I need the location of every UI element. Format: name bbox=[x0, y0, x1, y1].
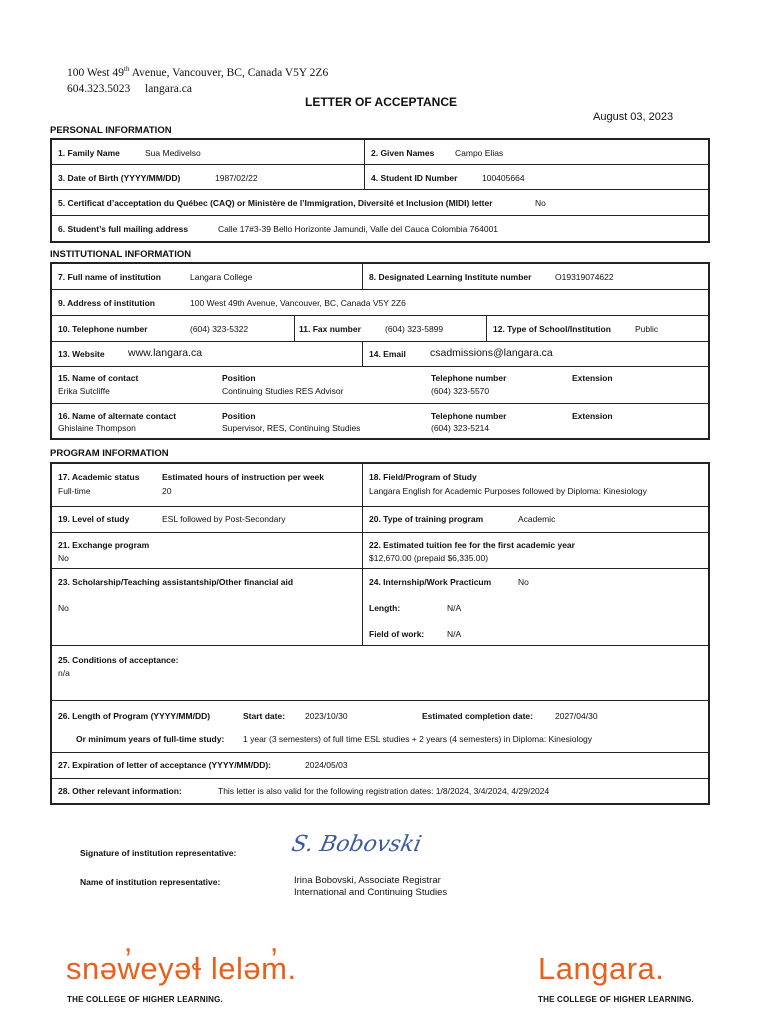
given-names-label: 2. Given Names bbox=[371, 148, 435, 158]
exchange-program-value: No bbox=[58, 553, 69, 563]
divider bbox=[50, 532, 710, 533]
address-part: 100 West 49 bbox=[67, 66, 125, 79]
divider bbox=[486, 315, 487, 341]
dob-label: 3. Date of Birth (YYYY/MM/DD) bbox=[58, 173, 181, 183]
divider bbox=[50, 366, 710, 367]
representative-name-label: Name of institution representative: bbox=[80, 877, 221, 887]
website-link[interactable]: www.langara.ca bbox=[128, 347, 203, 359]
expiration-label: 27. Expiration of letter of acceptance (YYYY/MM/DD): bbox=[58, 760, 272, 770]
divider bbox=[362, 341, 363, 366]
divider bbox=[362, 462, 363, 645]
other-info-value: This letter is also valid for the following registration dates: 1/8/2024, 3/4/2024, 4/29/2024 bbox=[218, 786, 550, 796]
divider bbox=[50, 315, 710, 316]
college-logo-indigenous: snəw̓eyəɬ leləm̓. bbox=[66, 951, 297, 986]
alternate-contact-label: 16. Name of alternate contact bbox=[58, 411, 177, 421]
min-years-label: Or minimum years of full-time study: bbox=[76, 734, 225, 744]
dli-label: 8. Designated Learning Institute number bbox=[369, 272, 532, 282]
letterhead-site: langara.ca bbox=[145, 83, 192, 95]
institution-name-value: Langara College bbox=[190, 272, 253, 282]
conditions-label: 25. Conditions of acceptance: bbox=[58, 655, 179, 665]
financial-aid-value: No bbox=[58, 603, 69, 613]
length-value: N/A bbox=[447, 603, 462, 613]
divider bbox=[50, 341, 710, 342]
training-type-label: 20. Type of training program bbox=[369, 514, 484, 524]
contact-phone-value: (604) 323-5570 bbox=[431, 386, 490, 396]
fax-label: 11. Fax number bbox=[299, 324, 361, 334]
alternate-position-label: Position bbox=[222, 411, 256, 421]
alternate-position-value: Supervisor, RES, Continuing Studies bbox=[222, 423, 361, 433]
academic-status-value: Full-time bbox=[58, 486, 91, 496]
tagline-left: THE COLLEGE OF HIGHER LEARNING. bbox=[67, 995, 223, 1004]
tagline-right: THE COLLEGE OF HIGHER LEARNING. bbox=[538, 995, 694, 1004]
divider bbox=[50, 645, 710, 646]
signature-image: S. Bobovski bbox=[289, 832, 424, 857]
letterhead-address bbox=[67, 65, 328, 79]
field-of-work-value: N/A bbox=[447, 629, 462, 639]
telephone-value: (604) 323-5322 bbox=[190, 324, 249, 334]
alternate-phone-value: (604) 323-5214 bbox=[431, 423, 490, 433]
program-length-label: 26. Length of Program (YYYY/MM/DD) bbox=[58, 711, 211, 721]
divider bbox=[294, 315, 295, 341]
email-link[interactable]: csadmissions@langara.ca bbox=[430, 347, 553, 359]
other-info-label: 28. Other relevant information: bbox=[58, 786, 182, 796]
divider bbox=[50, 289, 710, 290]
contact-name-value: Erika Sutcliffe bbox=[58, 386, 110, 396]
hours-value: 20 bbox=[162, 486, 172, 496]
divider bbox=[50, 568, 710, 569]
completion-date-label: Estimated completion date: bbox=[422, 711, 533, 721]
tuition-label: 22. Estimated tuition fee for the first academic year bbox=[369, 540, 575, 550]
section-heading-institutional: INSTITUTIONAL INFORMATION bbox=[50, 249, 192, 260]
financial-aid-label: 23. Scholarship/Teaching assistantship/Other financial aid bbox=[58, 577, 294, 587]
conditions-value: n/a bbox=[58, 668, 70, 678]
email-label: 14. Email bbox=[369, 349, 406, 359]
start-date-label: Start date: bbox=[243, 711, 286, 721]
divider bbox=[364, 138, 365, 189]
telephone-label: 10. Telephone number bbox=[58, 324, 148, 334]
min-years-value: 1 year (3 semesters) of full time ESL studies + 2 years (4 semesters) in Diploma: Kinesiology bbox=[243, 734, 593, 744]
caq-value: No bbox=[535, 198, 546, 208]
institution-type-value: Public bbox=[635, 324, 659, 334]
contact-phone-label: Telephone number bbox=[431, 373, 507, 383]
alternate-phone-label: Telephone number bbox=[431, 411, 507, 421]
signature-label: Signature of institution representative: bbox=[80, 848, 237, 858]
completion-date-value: 2027/04/30 bbox=[555, 711, 598, 721]
website-label: 13. Website bbox=[58, 349, 105, 359]
representative-department: International and Continuing Studies bbox=[294, 887, 448, 898]
academic-status-label: 17. Academic status bbox=[58, 472, 140, 482]
mailing-address-label: 6. Student’s full mailing address bbox=[58, 224, 189, 234]
hours-label: Estimated hours of instruction per week bbox=[162, 472, 325, 482]
representative-name: Irina Bobovski, Associate Registrar bbox=[294, 875, 441, 886]
section-heading-personal: PERSONAL INFORMATION bbox=[50, 125, 172, 136]
institution-name-label: 7. Full name of institution bbox=[58, 272, 161, 282]
divider bbox=[50, 164, 710, 165]
institution-address-label: 9. Address of institution bbox=[58, 298, 155, 308]
training-type-value: Academic bbox=[518, 514, 556, 524]
level-of-study-value: ESL followed by Post-Secondary bbox=[162, 514, 286, 524]
exchange-program-label: 21. Exchange program bbox=[58, 540, 150, 550]
divider bbox=[50, 215, 710, 216]
page-title: LETTER OF ACCEPTANCE bbox=[305, 95, 457, 109]
divider bbox=[50, 506, 710, 507]
address-part: Avenue, Vancouver, BC, Canada V5Y 2Z6 bbox=[129, 66, 329, 79]
divider bbox=[50, 778, 710, 779]
divider bbox=[50, 189, 710, 190]
family-name-label: 1. Family Name bbox=[58, 148, 120, 158]
internship-label: 24. Internship/Work Practicum bbox=[369, 577, 492, 587]
alternate-contact-value: Ghislaine Thompson bbox=[58, 423, 136, 433]
contact-extension-label: Extension bbox=[572, 373, 613, 383]
field-of-study-value: Langara English for Academic Purposes followed by Diploma: Kinesiology bbox=[369, 486, 647, 496]
institution-address-value: 100 West 49th Avenue, Vancouver, BC, Canada V5Y 2Z6 bbox=[190, 298, 406, 308]
divider bbox=[362, 262, 363, 289]
field-of-study-label: 18. Field/Program of Study bbox=[369, 472, 477, 482]
level-of-study-label: 19. Level of study bbox=[58, 514, 130, 524]
contact-name-label: 15. Name of contact bbox=[58, 373, 139, 383]
student-id-value: 100405664 bbox=[482, 173, 525, 183]
dli-value: O19319074622 bbox=[555, 272, 614, 282]
family-name-value: Sua Medivelso bbox=[145, 148, 201, 158]
section-heading-program: PROGRAM INFORMATION bbox=[50, 448, 169, 459]
college-logo-langara: Langara. bbox=[538, 951, 665, 986]
given-names-value: Campo Elias bbox=[455, 148, 504, 158]
fax-value: (604) 323-5899 bbox=[385, 324, 444, 334]
field-of-work-label: Field of work: bbox=[369, 629, 425, 639]
caq-label: 5. Certificat d’acceptation du Québec (CAQ) or Ministère de l’Immigration, Diversité et Inclusion (MIDI) letter bbox=[58, 198, 493, 208]
student-id-label: 4. Student ID Number bbox=[371, 173, 458, 183]
contact-position-value: Continuing Studies RES Advisor bbox=[222, 386, 344, 396]
dob-value: 1987/02/22 bbox=[215, 173, 258, 183]
start-date-value: 2023/10/30 bbox=[305, 711, 348, 721]
divider bbox=[50, 403, 710, 404]
institution-type-label: 12. Type of School/Institution bbox=[493, 324, 611, 334]
letterhead-phone: 604.323.5023 bbox=[67, 83, 131, 95]
mailing-address-value: Calle 17#3-39 Bello Horizonte Jamundi, Valle del Cauca Colombia 764001 bbox=[218, 224, 499, 234]
tuition-value: $12,670.00 (prepaid $6,335.00) bbox=[369, 553, 489, 563]
alternate-extension-label: Extension bbox=[572, 411, 613, 421]
length-label: Length: bbox=[369, 603, 401, 613]
internship-value: No bbox=[518, 577, 529, 587]
divider bbox=[50, 752, 710, 753]
divider bbox=[50, 700, 710, 701]
contact-position-label: Position bbox=[222, 373, 256, 383]
letter-date: August 03, 2023 bbox=[593, 111, 674, 123]
expiration-value: 2024/05/03 bbox=[305, 760, 348, 770]
address-ordinal: th bbox=[124, 65, 130, 73]
